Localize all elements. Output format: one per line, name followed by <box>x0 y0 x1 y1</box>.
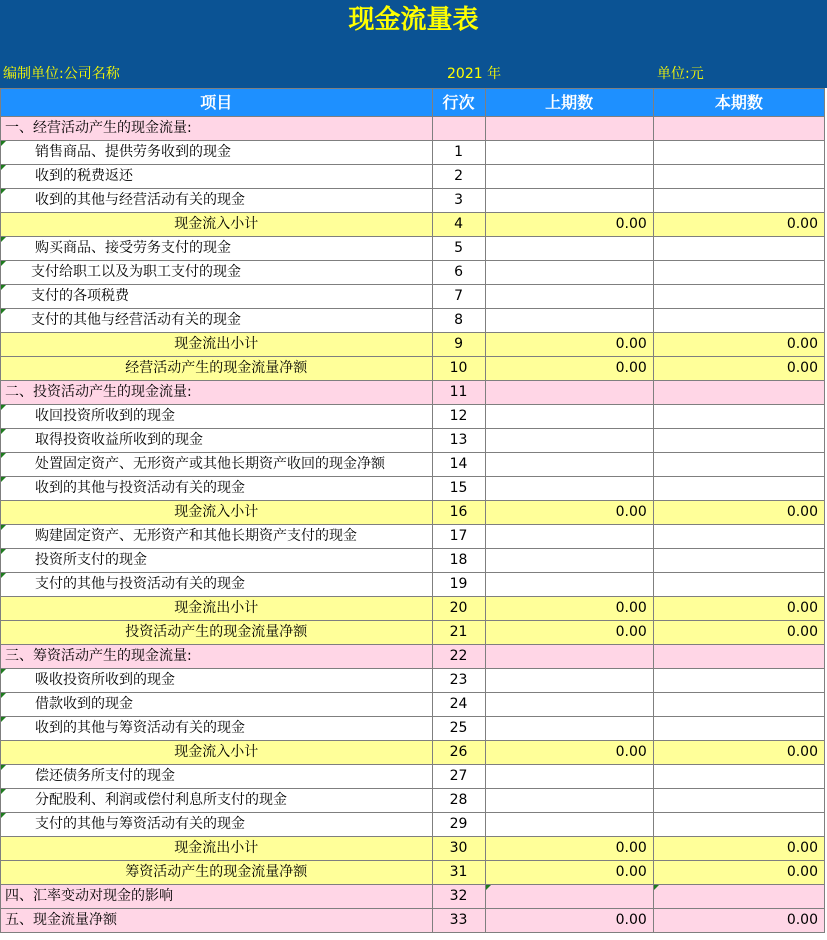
prev-cell[interactable] <box>485 453 653 477</box>
curr-cell[interactable] <box>653 117 824 141</box>
cash-flow-table <box>0 88 825 933</box>
curr-cell[interactable] <box>653 405 824 429</box>
table-row <box>1 501 825 525</box>
curr-cell[interactable] <box>653 189 824 213</box>
prev-cell[interactable] <box>485 693 653 717</box>
prev-cell[interactable] <box>485 813 653 837</box>
line-cell[interactable]: 6 <box>432 261 485 285</box>
line-cell[interactable]: 9 <box>432 333 485 357</box>
prev-cell[interactable] <box>485 237 653 261</box>
item-cell[interactable]: 支付给职工以及为职工支付的现金 <box>1 261 433 285</box>
table-row <box>1 525 825 549</box>
line-cell[interactable]: 13 <box>432 429 485 453</box>
table-row <box>1 669 825 693</box>
curr-cell[interactable]: 0.00 <box>653 357 824 381</box>
curr-cell[interactable] <box>653 573 824 597</box>
item-cell[interactable]: 现金流入小计 <box>1 501 433 525</box>
line-cell[interactable] <box>432 117 485 141</box>
header-row <box>1 89 825 117</box>
table-row <box>1 117 825 141</box>
line-cell[interactable]: 3 <box>432 189 485 213</box>
prev-cell[interactable] <box>485 189 653 213</box>
item-cell[interactable]: 偿还债务所支付的现金 <box>1 765 433 789</box>
prev-cell[interactable]: 0.00 <box>485 597 653 621</box>
table-row <box>1 357 825 381</box>
line-cell[interactable]: 7 <box>432 285 485 309</box>
prev-cell[interactable] <box>485 309 653 333</box>
curr-cell[interactable] <box>653 453 824 477</box>
line-cell[interactable]: 22 <box>432 645 485 669</box>
item-cell[interactable]: 取得投资收益所收到的现金 <box>1 429 433 453</box>
item-cell[interactable]: 收到的其他与筹资活动有关的现金 <box>1 717 433 741</box>
prev-cell[interactable]: 0.00 <box>485 909 653 933</box>
item-cell[interactable]: 二、投资活动产生的现金流量: <box>1 381 433 405</box>
prev-cell[interactable] <box>485 141 653 165</box>
table-row <box>1 789 825 813</box>
line-cell[interactable]: 26 <box>432 741 485 765</box>
line-cell[interactable]: 20 <box>432 597 485 621</box>
prev-cell[interactable] <box>485 669 653 693</box>
table-row <box>1 717 825 741</box>
table-row <box>1 813 825 837</box>
curr-cell[interactable] <box>653 765 824 789</box>
line-cell[interactable]: 28 <box>432 789 485 813</box>
item-cell[interactable]: 现金流出小计 <box>1 597 433 621</box>
table-row <box>1 573 825 597</box>
prev-cell[interactable] <box>485 381 653 405</box>
table-row <box>1 165 825 189</box>
item-cell[interactable]: 现金流出小计 <box>1 333 433 357</box>
table-row <box>1 381 825 405</box>
table-row <box>1 621 825 645</box>
item-cell[interactable]: 收到的其他与经营活动有关的现金 <box>1 189 433 213</box>
table-row <box>1 237 825 261</box>
curr-cell[interactable] <box>653 165 824 189</box>
curr-cell[interactable] <box>653 261 824 285</box>
curr-cell[interactable]: 0.00 <box>653 741 824 765</box>
table-row <box>1 477 825 501</box>
curr-cell[interactable]: 0.00 <box>653 501 824 525</box>
prev-cell[interactable]: 0.00 <box>485 213 653 237</box>
curr-cell[interactable] <box>653 549 824 573</box>
table-row <box>1 837 825 861</box>
prev-cell[interactable] <box>485 261 653 285</box>
item-cell[interactable]: 支付的各项税费 <box>1 285 433 309</box>
line-cell[interactable]: 24 <box>432 693 485 717</box>
curr-cell[interactable] <box>653 477 824 501</box>
table-row <box>1 213 825 237</box>
line-cell[interactable]: 10 <box>432 357 485 381</box>
table-row <box>1 645 825 669</box>
curr-cell[interactable] <box>653 285 824 309</box>
item-cell[interactable]: 收到的税费返还 <box>1 165 433 189</box>
table-row <box>1 141 825 165</box>
table-row <box>1 405 825 429</box>
item-cell[interactable]: 现金流出小计 <box>1 837 433 861</box>
currency-unit-label[interactable]: 单位:元 <box>657 66 704 82</box>
table-row <box>1 693 825 717</box>
table-row <box>1 261 825 285</box>
item-cell[interactable]: 三、筹资活动产生的现金流量: <box>1 645 433 669</box>
table-row <box>1 765 825 789</box>
curr-cell[interactable] <box>653 429 824 453</box>
prev-cell[interactable] <box>485 477 653 501</box>
title-bar <box>0 0 827 88</box>
curr-cell[interactable] <box>653 813 824 837</box>
item-cell[interactable]: 现金流入小计 <box>1 213 433 237</box>
item-cell[interactable]: 现金流入小计 <box>1 741 433 765</box>
prev-cell[interactable] <box>485 717 653 741</box>
item-cell[interactable]: 投资所支付的现金 <box>1 549 433 573</box>
table-row <box>1 189 825 213</box>
prev-cell[interactable] <box>485 405 653 429</box>
line-cell[interactable]: 14 <box>432 453 485 477</box>
table-row <box>1 861 825 885</box>
prev-cell[interactable]: 0.00 <box>485 357 653 381</box>
item-cell[interactable]: 五、现金流量净额 <box>1 909 433 933</box>
curr-cell[interactable] <box>653 141 824 165</box>
curr-cell[interactable] <box>653 717 824 741</box>
item-cell[interactable]: 一、经营活动产生的现金流量: <box>1 117 433 141</box>
curr-cell[interactable] <box>653 693 824 717</box>
table-row <box>1 333 825 357</box>
item-cell[interactable]: 处置固定资产、无形资产或其他长期资产收回的现金净额 <box>1 453 433 477</box>
item-cell[interactable]: 支付的其他与经营活动有关的现金 <box>1 309 433 333</box>
curr-cell[interactable]: 0.00 <box>653 333 824 357</box>
prev-cell[interactable] <box>485 117 653 141</box>
prev-cell[interactable] <box>485 165 653 189</box>
curr-cell[interactable]: 0.00 <box>653 909 824 933</box>
table-row <box>1 453 825 477</box>
item-cell[interactable]: 支付的其他与投资活动有关的现金 <box>1 573 433 597</box>
curr-cell[interactable] <box>653 789 824 813</box>
line-cell[interactable]: 5 <box>432 237 485 261</box>
line-cell[interactable]: 21 <box>432 621 485 645</box>
table-row <box>1 285 825 309</box>
line-cell[interactable]: 25 <box>432 717 485 741</box>
line-cell[interactable]: 19 <box>432 573 485 597</box>
curr-cell[interactable] <box>653 309 824 333</box>
curr-cell[interactable]: 0.00 <box>653 213 824 237</box>
item-cell[interactable]: 销售商品、提供劳务收到的现金 <box>1 141 433 165</box>
prev-cell[interactable] <box>485 549 653 573</box>
prev-cell[interactable]: 0.00 <box>485 741 653 765</box>
curr-cell[interactable]: 0.00 <box>653 597 824 621</box>
curr-cell[interactable] <box>653 645 824 669</box>
line-cell[interactable]: 15 <box>432 477 485 501</box>
line-cell[interactable]: 4 <box>432 213 485 237</box>
prev-cell[interactable] <box>485 285 653 309</box>
table-row <box>1 909 825 933</box>
header-item[interactable]: 项目 <box>1 89 433 117</box>
prev-cell[interactable]: 0.00 <box>485 333 653 357</box>
item-cell[interactable]: 收到的其他与投资活动有关的现金 <box>1 477 433 501</box>
curr-cell[interactable]: 0.00 <box>653 861 824 885</box>
line-cell[interactable]: 18 <box>432 549 485 573</box>
line-cell[interactable]: 16 <box>432 501 485 525</box>
prev-cell[interactable]: 0.00 <box>485 837 653 861</box>
table-row <box>1 597 825 621</box>
line-cell[interactable]: 11 <box>432 381 485 405</box>
line-cell[interactable]: 23 <box>432 669 485 693</box>
year-label[interactable]: 2021 年 <box>447 66 502 82</box>
item-cell[interactable]: 经营活动产生的现金流量净额 <box>1 357 433 381</box>
header-prev-period[interactable]: 上期数 <box>485 89 653 117</box>
curr-cell[interactable] <box>653 381 824 405</box>
curr-cell[interactable] <box>653 669 824 693</box>
item-cell[interactable]: 投资活动产生的现金流量净额 <box>1 621 433 645</box>
prev-cell[interactable] <box>485 573 653 597</box>
prev-cell[interactable] <box>485 789 653 813</box>
line-cell[interactable]: 30 <box>432 837 485 861</box>
header-curr-period[interactable]: 本期数 <box>653 89 824 117</box>
item-cell[interactable]: 收回投资所收到的现金 <box>1 405 433 429</box>
item-cell[interactable]: 购买商品、接受劳务支付的现金 <box>1 237 433 261</box>
item-cell[interactable]: 筹资活动产生的现金流量净额 <box>1 861 433 885</box>
line-cell[interactable]: 29 <box>432 813 485 837</box>
line-cell[interactable]: 1 <box>432 141 485 165</box>
line-cell[interactable]: 27 <box>432 765 485 789</box>
curr-cell[interactable] <box>653 885 824 909</box>
prev-cell[interactable]: 0.00 <box>485 621 653 645</box>
line-cell[interactable]: 33 <box>432 909 485 933</box>
table-row <box>1 741 825 765</box>
curr-cell[interactable]: 0.00 <box>653 837 824 861</box>
prev-cell[interactable]: 0.00 <box>485 861 653 885</box>
prev-cell[interactable] <box>485 765 653 789</box>
prev-cell[interactable] <box>485 429 653 453</box>
prev-cell[interactable] <box>485 525 653 549</box>
item-cell[interactable]: 支付的其他与筹资活动有关的现金 <box>1 813 433 837</box>
line-cell[interactable]: 8 <box>432 309 485 333</box>
line-cell[interactable]: 31 <box>432 861 485 885</box>
sheet-title[interactable]: 现金流量表 <box>348 5 479 35</box>
curr-cell[interactable]: 0.00 <box>653 621 824 645</box>
line-cell[interactable]: 32 <box>432 885 485 909</box>
line-cell[interactable]: 12 <box>432 405 485 429</box>
prev-cell[interactable] <box>485 885 653 909</box>
header-line-no[interactable]: 行次 <box>432 89 485 117</box>
curr-cell[interactable] <box>653 525 824 549</box>
table-row <box>1 429 825 453</box>
item-cell[interactable]: 吸收投资所收到的现金 <box>1 669 433 693</box>
prev-cell[interactable] <box>485 645 653 669</box>
table-row <box>1 885 825 909</box>
line-cell[interactable]: 2 <box>432 165 485 189</box>
preparer-label[interactable]: 编制单位:公司名称 <box>3 66 120 82</box>
item-cell[interactable]: 四、汇率变动对现金的影响 <box>1 885 433 909</box>
curr-cell[interactable] <box>653 237 824 261</box>
item-cell[interactable]: 购建固定资产、无形资产和其他长期资产支付的现金 <box>1 525 433 549</box>
prev-cell[interactable]: 0.00 <box>485 501 653 525</box>
table-row <box>1 549 825 573</box>
item-cell[interactable]: 分配股利、利润或偿付利息所支付的现金 <box>1 789 433 813</box>
line-cell[interactable]: 17 <box>432 525 485 549</box>
table-row <box>1 309 825 333</box>
item-cell[interactable]: 借款收到的现金 <box>1 693 433 717</box>
